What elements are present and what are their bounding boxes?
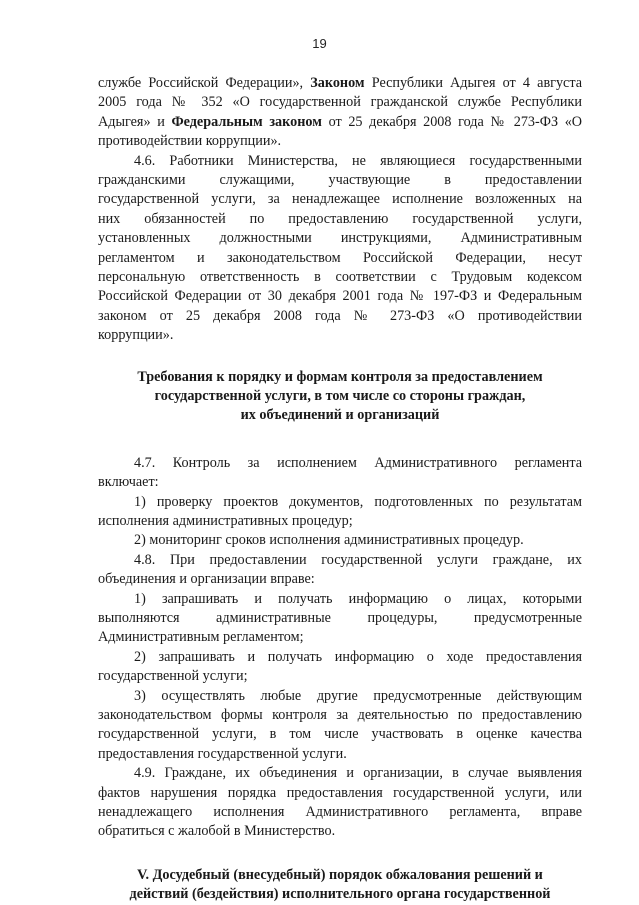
paragraph-line: 4.7. Контроль за исполнением Административного регламента bbox=[134, 454, 582, 471]
text-line: предоставления государственной услуги. bbox=[98, 745, 347, 762]
text-line: 2) запрашивать и получать информацию о ходе предоставления bbox=[134, 648, 582, 665]
page-number: 19 bbox=[312, 36, 327, 51]
text-line: 2005 года № 352 «О государственной гражданской службе Республики bbox=[98, 94, 582, 111]
text-line: них обязанностей по предоставлению государственной услуги, bbox=[98, 210, 582, 227]
text-line: регламентом и законодательством Российской Федерации, несут bbox=[98, 249, 582, 266]
text-line: персональную ответственность в соответствии с Трудовым кодексом bbox=[98, 269, 582, 285]
text-line: выполняются административные процедуры, предусмотренные bbox=[98, 610, 582, 626]
text-line: 1) запрашивать и получать информацию о лицах, которыми bbox=[134, 590, 582, 607]
text-line: противодействии коррупции». bbox=[98, 133, 282, 150]
text-line: Административным регламентом; bbox=[98, 629, 304, 646]
text-line: объединения и организации вправе: bbox=[98, 571, 315, 588]
text-line: включает: bbox=[98, 474, 159, 491]
text-line: государственной услуги, за ненадлежащее исполнение возложенных на bbox=[98, 191, 582, 208]
text-line: Адыгея» и Федеральным законом от 25 декабря 2008 года № 273-ФЗ «О bbox=[98, 113, 583, 130]
text-line: 3) осуществлять любые другие предусмотренные действующим bbox=[134, 687, 582, 704]
text-line: Российской Федерации от 30 декабря 2001 года № 197-ФЗ и Федеральным bbox=[98, 288, 582, 305]
text-line: установленных должностными инструкциями, Административным bbox=[98, 230, 582, 247]
paragraph-line: 4.8. При предоставлении государственной услуги граждане, их bbox=[134, 551, 582, 568]
text-line: законодательством формы контроля за деятельностью по предоставлению bbox=[98, 707, 582, 723]
section-heading: действий (бездействия) исполнительного органа государственной bbox=[129, 886, 551, 903]
text-line: законом от 25 декабря 2008 года № 273-ФЗ «О противодействии bbox=[98, 307, 582, 324]
text-line: обратиться с жалобой в Министерство. bbox=[98, 823, 336, 840]
text-line: коррупции». bbox=[98, 327, 174, 344]
section-heading: V. Досудебный (внесудебный) порядок обжалования решений и bbox=[137, 866, 543, 883]
section-heading: государственной услуги, в том числе со стороны граждан, bbox=[154, 388, 526, 404]
text-line: службе Российской Федерации», Законом Республики Адыгея от 4 августа bbox=[98, 75, 583, 91]
paragraph-line: 4.6. Работники Министерства, не являющиеся государственными bbox=[134, 152, 582, 169]
text-line: 2) мониторинг сроков исполнения административных процедур. bbox=[134, 532, 524, 549]
text-line: государственной услуги; bbox=[98, 668, 248, 685]
text-line: исполнения административных процедур; bbox=[98, 513, 353, 529]
text-line: государственной услуги, в том числе участвовать в оценке качества bbox=[98, 726, 582, 743]
paragraph-line: 4.9. Граждане, их объединения и организации, в случае выявления bbox=[134, 765, 582, 782]
text-line: 1) проверку проектов документов, подготовленных по результатам bbox=[134, 493, 582, 510]
text-line: гражданскими служащими, участвующие в предоставлении bbox=[98, 172, 582, 188]
section-heading: Требования к порядку и формам контроля за предоставлением bbox=[137, 368, 543, 385]
text-line: ненадлежащего исполнения Административного регламента, вправе bbox=[98, 804, 582, 820]
text-line: фактов нарушения порядка предоставления государственной услуги, или bbox=[98, 784, 582, 801]
section-heading: их объединений и организаций bbox=[240, 407, 440, 424]
